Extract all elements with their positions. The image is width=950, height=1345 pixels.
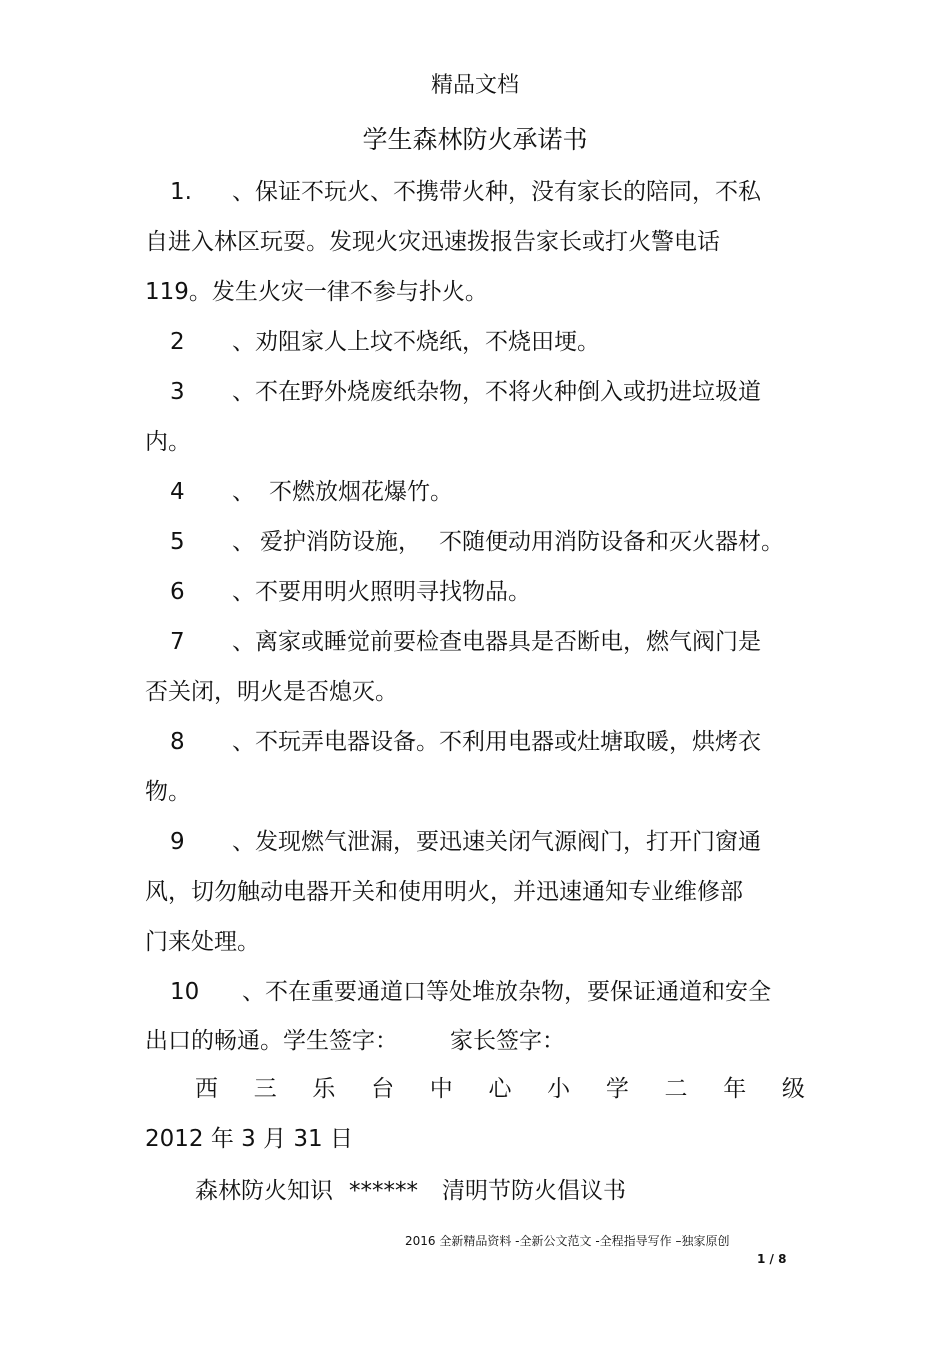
item-3-line-1 [170, 376, 761, 408]
related-link-forest-fire-knowledge[interactable]: 森林防火知识 [195, 1178, 333, 1204]
item-9-text: 、发现燃气泄漏，要迅速关闭气源阀门，打开门窗通 [232, 829, 761, 855]
item-8-line-2: 物。 [145, 779, 191, 805]
document-title: 学生森林防火承诺书 [362, 125, 588, 154]
school-char: 小 [547, 1076, 571, 1102]
item-3-line-2: 内。 [145, 429, 191, 455]
item-5-separator: 、 [232, 529, 255, 555]
item-8-number: 8 [170, 729, 185, 755]
school-char: 心 [488, 1076, 512, 1102]
parent-signature-label: 家长签字： [450, 1028, 565, 1054]
item-9-line-2: 风，切勿触动电器开关和使用明火，并迅速通知专业维修部 [145, 879, 743, 905]
item-7-text: 、离家或睡觉前要检查电器具是否断电，燃气阀门是 [232, 629, 761, 655]
item-10-number: 10 [170, 979, 200, 1005]
school-char: 学 [605, 1076, 629, 1102]
document-header-label: 精品文档 [430, 73, 519, 98]
item-5-number: 5 [170, 529, 185, 555]
page-number: 1 / 8 [757, 1252, 787, 1266]
item-4-text: 不燃放烟花爆竹。 [269, 479, 453, 505]
school-char: 乐 [312, 1076, 336, 1102]
item-10-text: 、不在重要通道口等处堆放杂物，要保证通道和安全 [242, 979, 771, 1005]
item-7-number: 7 [170, 629, 185, 655]
student-signature-label: 出口的畅通。学生签字： [145, 1028, 398, 1054]
item-4-line-1 [170, 476, 453, 508]
item-3-number: 3 [170, 379, 185, 405]
item-6-line-1 [170, 576, 531, 608]
school-char: 二 [664, 1076, 688, 1102]
item-6-number: 6 [170, 579, 185, 605]
item-2-line-1 [170, 326, 600, 358]
item-2-number: 2 [170, 329, 185, 355]
item-9-number: 9 [170, 829, 185, 855]
item-5-line-1 [170, 526, 784, 558]
school-char: 年 [723, 1076, 747, 1102]
item-8-line-1 [170, 726, 761, 758]
item-3-text: 、不在野外烧废纸杂物，不将火种倒入或扔进垃圾道 [232, 379, 761, 405]
item-1-line-1 [170, 176, 761, 208]
item-4-number: 4 [170, 479, 185, 505]
item-6-text: 、不要用明火照明寻找物品。 [232, 579, 531, 605]
item-4-separator: 、 [232, 479, 255, 505]
item-5-text-b: 不随便动用消防设备和灭火器材。 [439, 529, 784, 555]
school-name [195, 1073, 805, 1105]
item-9-line-1 [170, 826, 761, 858]
school-char: 三 [253, 1076, 277, 1102]
item-5-text-a: 爱护消防设施， [260, 529, 421, 555]
item-1-number: 1. [170, 179, 192, 205]
footer-promo-text: 2016 全新精品资料 -全新公文范文 -全程指导写作 –独家原创 [405, 1234, 730, 1248]
document-date: 2012 年 3 月 31 日 [145, 1126, 353, 1152]
related-link-qingming-proposal[interactable]: 清明节防火倡议书 [442, 1178, 626, 1204]
related-links [195, 1175, 626, 1207]
school-char: 西 [195, 1076, 218, 1102]
school-char: 台 [371, 1076, 395, 1102]
item-1-line-2: 自进入林区玩耍。发现火灾迅速拨报告家长或打火警电话 [145, 229, 720, 255]
item-7-line-2: 否关闭，明火是否熄灭。 [145, 679, 398, 705]
item-10-line-2 [145, 1025, 565, 1057]
item-2-text: 、劝阻家人上坟不烧纸，不烧田埂。 [232, 329, 600, 355]
item-8-text: 、不玩弄电器设备。不利用电器或灶塘取暖，烘烤衣 [232, 729, 761, 755]
item-1-text: 、保证不玩火、不携带火种，没有家长的陪同，不私 [232, 179, 761, 205]
school-char: 中 [429, 1076, 453, 1102]
item-10-line-1 [170, 976, 771, 1008]
item-1-line-3: 119。发生火灾一律不参与扑火。 [145, 279, 488, 305]
related-separator: ****** [349, 1178, 418, 1204]
school-char: 级 [781, 1076, 805, 1102]
item-7-line-1 [170, 626, 761, 658]
item-9-line-3: 门来处理。 [145, 929, 260, 955]
